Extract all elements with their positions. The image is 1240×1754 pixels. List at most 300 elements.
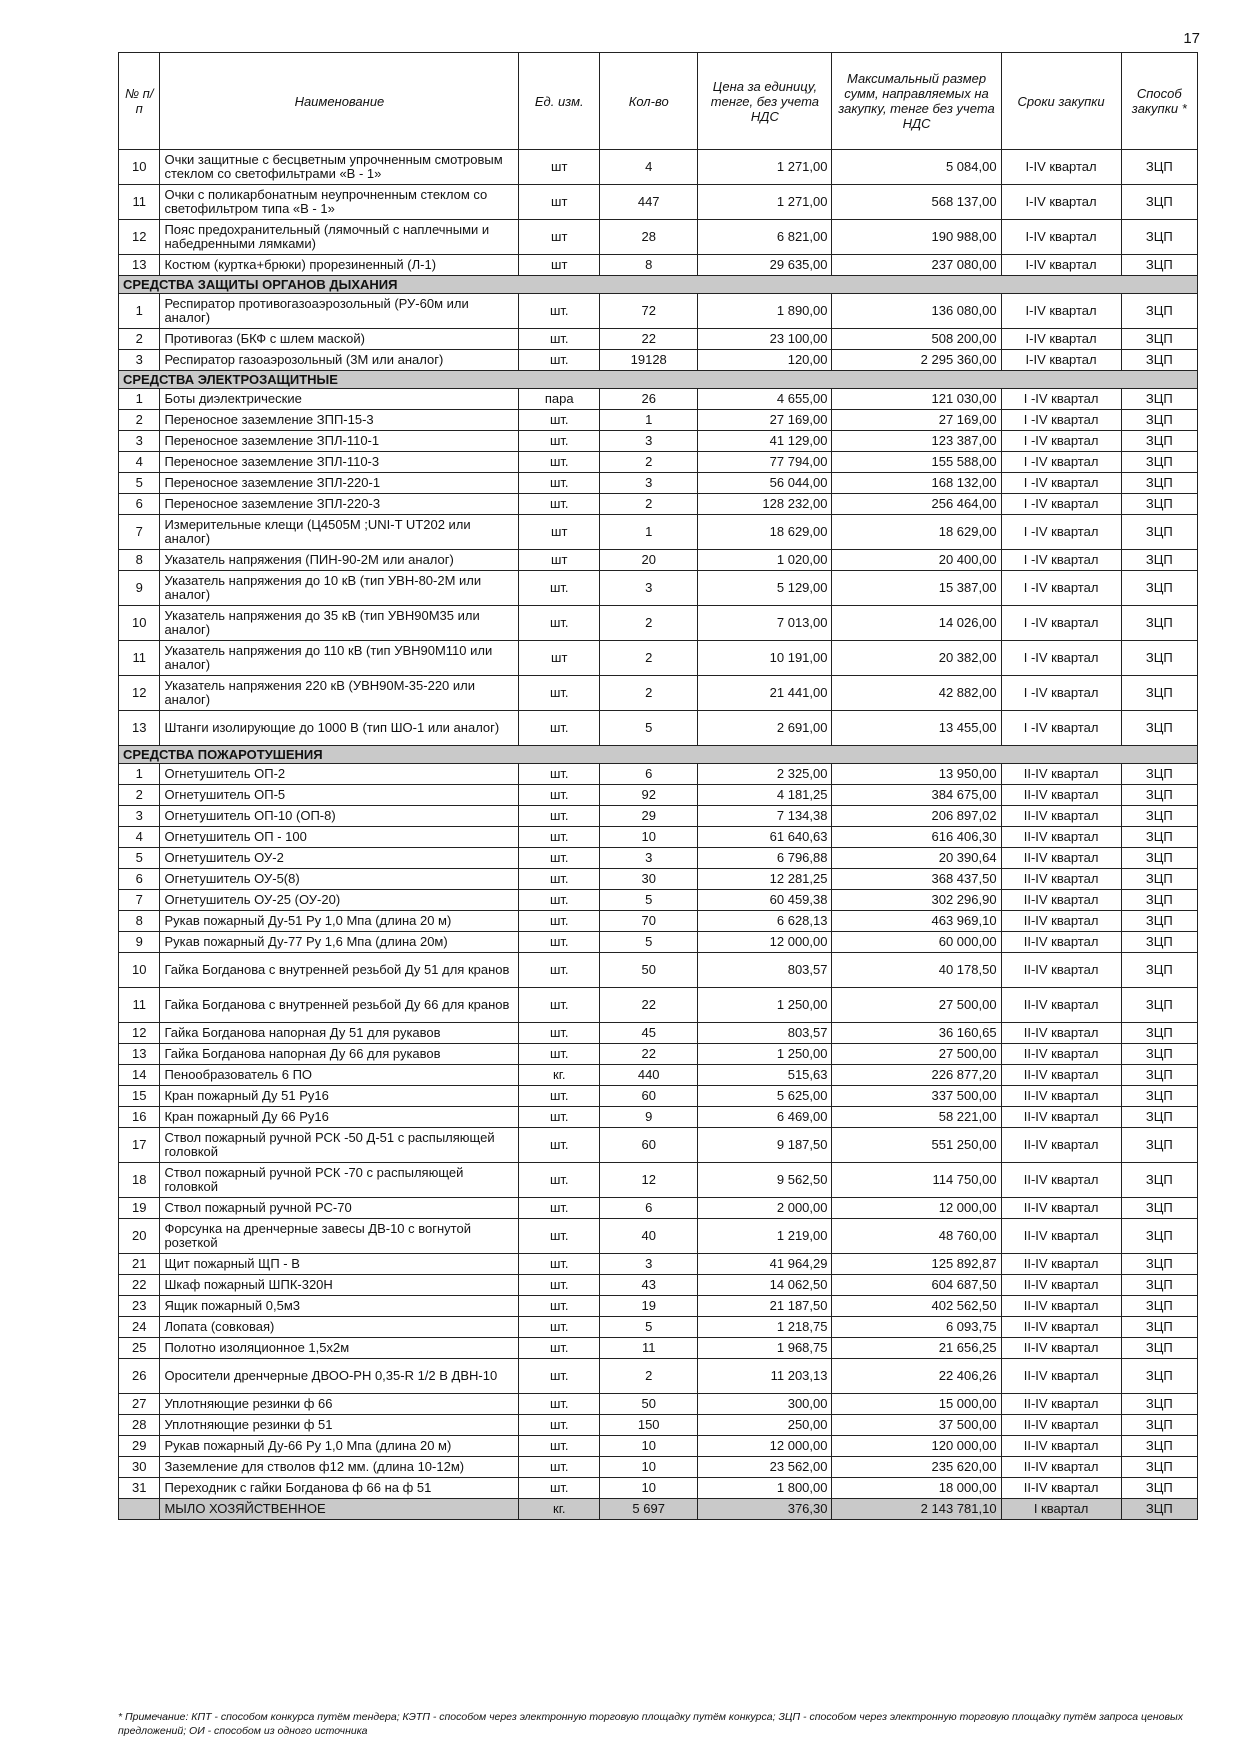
cell-sum: 60 000,00: [832, 932, 1001, 953]
cell-term: II-IV квартал: [1001, 1317, 1121, 1338]
table-row: [119, 1359, 1198, 1394]
cell-method: ЗЦП: [1121, 1086, 1197, 1107]
cell-price: 2 000,00: [698, 1198, 832, 1219]
cell-qty: 22: [600, 329, 698, 350]
cell-price: 21 441,00: [698, 676, 832, 711]
cell-name: Переносное заземление ЗПП-15-3: [160, 410, 519, 431]
section-header-row: [119, 276, 1198, 294]
cell-term: I -IV квартал: [1001, 452, 1121, 473]
cell-unit: шт: [519, 220, 600, 255]
cell-sum: 616 406,30: [832, 827, 1001, 848]
cell-term: II-IV квартал: [1001, 1478, 1121, 1499]
cell-method: ЗЦП: [1121, 1394, 1197, 1415]
cell-unit: шт.: [519, 431, 600, 452]
cell-price: 12 281,25: [698, 869, 832, 890]
cell-unit: пара: [519, 389, 600, 410]
cell-term: II-IV квартал: [1001, 1086, 1121, 1107]
header-name: Наименование: [160, 53, 519, 150]
table-row: [119, 410, 1198, 431]
cell-sum: 226 877,20: [832, 1065, 1001, 1086]
cell-price: 14 062,50: [698, 1275, 832, 1296]
cell-method: ЗЦП: [1121, 1275, 1197, 1296]
cell-qty: 5: [600, 932, 698, 953]
cell-unit: шт.: [519, 953, 600, 988]
cell-unit: шт: [519, 150, 600, 185]
cell-name: Огнетушитель ОУ-2: [160, 848, 519, 869]
header-qty: Кол-во: [600, 53, 698, 150]
cell-qty: 3: [600, 571, 698, 606]
table-row: [119, 806, 1198, 827]
cell-sum: 337 500,00: [832, 1086, 1001, 1107]
cell-term: I -IV квартал: [1001, 711, 1121, 746]
cell-unit: шт.: [519, 1254, 600, 1275]
cell-term: II-IV квартал: [1001, 1107, 1121, 1128]
table-row: [119, 785, 1198, 806]
cell-sum: 27 500,00: [832, 1044, 1001, 1065]
table-row: [119, 550, 1198, 571]
cell-qty: 50: [600, 953, 698, 988]
cell-qty: 30: [600, 869, 698, 890]
cell-method: ЗЦП: [1121, 1065, 1197, 1086]
cell-qty: 3: [600, 1254, 698, 1275]
cell-qty: 11: [600, 1338, 698, 1359]
cell-price: 11 203,13: [698, 1359, 832, 1394]
cell-name: Указатель напряжения до 35 кВ (тип УВН90М35 или аналог): [160, 606, 519, 641]
cell-qty: 5: [600, 711, 698, 746]
summary-row: [119, 1499, 1198, 1520]
cell-name: Рукав пожарный Ду-51 Ру 1,0 Мпа (длина 20 м): [160, 911, 519, 932]
cell-sum: 13 455,00: [832, 711, 1001, 746]
cell-qty: 1: [600, 410, 698, 431]
cell-num: 13: [119, 255, 160, 276]
table-row: [119, 389, 1198, 410]
cell-qty: 1: [600, 515, 698, 550]
cell-sum: 20 382,00: [832, 641, 1001, 676]
cell-term: II-IV квартал: [1001, 827, 1121, 848]
cell-unit: шт.: [519, 494, 600, 515]
cell-num: 6: [119, 869, 160, 890]
cell-term: II-IV квартал: [1001, 1436, 1121, 1457]
cell-sum: 2 143 781,10: [832, 1499, 1001, 1520]
cell-unit: шт.: [519, 473, 600, 494]
cell-sum: 12 000,00: [832, 1198, 1001, 1219]
cell-name: Гайка Богданова напорная Ду 66 для рукавов: [160, 1044, 519, 1065]
cell-term: I -IV квартал: [1001, 571, 1121, 606]
cell-sum: 121 030,00: [832, 389, 1001, 410]
table-row: [119, 1415, 1198, 1436]
cell-sum: 15 387,00: [832, 571, 1001, 606]
table-row: [119, 185, 1198, 220]
cell-price: 1 020,00: [698, 550, 832, 571]
cell-price: 1 250,00: [698, 988, 832, 1023]
cell-price: 128 232,00: [698, 494, 832, 515]
cell-price: 18 629,00: [698, 515, 832, 550]
cell-method: ЗЦП: [1121, 452, 1197, 473]
cell-unit: шт.: [519, 1478, 600, 1499]
cell-method: ЗЦП: [1121, 571, 1197, 606]
cell-sum: 551 250,00: [832, 1128, 1001, 1163]
table-row: [119, 220, 1198, 255]
cell-sum: 168 132,00: [832, 473, 1001, 494]
cell-method: ЗЦП: [1121, 764, 1197, 785]
cell-num: 29: [119, 1436, 160, 1457]
cell-unit: шт.: [519, 890, 600, 911]
table-row: [119, 932, 1198, 953]
cell-method: ЗЦП: [1121, 1128, 1197, 1163]
cell-term: II-IV квартал: [1001, 1128, 1121, 1163]
cell-qty: 3: [600, 473, 698, 494]
cell-unit: шт.: [519, 1023, 600, 1044]
cell-num: 7: [119, 515, 160, 550]
cell-unit: шт.: [519, 410, 600, 431]
cell-method: ЗЦП: [1121, 676, 1197, 711]
cell-unit: шт.: [519, 785, 600, 806]
cell-unit: шт.: [519, 1415, 600, 1436]
cell-price: 4 181,25: [698, 785, 832, 806]
cell-unit: шт.: [519, 1436, 600, 1457]
cell-name: Переносное заземление ЗПЛ-220-1: [160, 473, 519, 494]
cell-qty: 5: [600, 890, 698, 911]
cell-name: Полотно изоляционное 1,5х2м: [160, 1338, 519, 1359]
cell-method: ЗЦП: [1121, 988, 1197, 1023]
cell-unit: шт.: [519, 350, 600, 371]
table-row: [119, 294, 1198, 329]
cell-sum: 206 897,02: [832, 806, 1001, 827]
cell-name: Указатель напряжения до 110 кВ (тип УВН90М110 или аналог): [160, 641, 519, 676]
cell-sum: 508 200,00: [832, 329, 1001, 350]
cell-name: Боты диэлектрические: [160, 389, 519, 410]
cell-price: 1 968,75: [698, 1338, 832, 1359]
cell-term: II-IV квартал: [1001, 1359, 1121, 1394]
cell-unit: шт: [519, 641, 600, 676]
cell-price: 29 635,00: [698, 255, 832, 276]
cell-term: I -IV квартал: [1001, 494, 1121, 515]
cell-method: ЗЦП: [1121, 641, 1197, 676]
cell-method: ЗЦП: [1121, 848, 1197, 869]
cell-unit: шт: [519, 255, 600, 276]
cell-price: 1 218,75: [698, 1317, 832, 1338]
cell-unit: шт.: [519, 848, 600, 869]
cell-term: II-IV квартал: [1001, 1275, 1121, 1296]
cell-num: 26: [119, 1359, 160, 1394]
cell-term: II-IV квартал: [1001, 1023, 1121, 1044]
cell-price: 515,63: [698, 1065, 832, 1086]
cell-method: ЗЦП: [1121, 220, 1197, 255]
cell-price: 1 890,00: [698, 294, 832, 329]
cell-qty: 4: [600, 150, 698, 185]
cell-unit: шт.: [519, 1107, 600, 1128]
cell-method: ЗЦП: [1121, 294, 1197, 329]
cell-unit: шт.: [519, 806, 600, 827]
cell-sum: 20 400,00: [832, 550, 1001, 571]
cell-name: Пенообразователь 6 ПО: [160, 1065, 519, 1086]
cell-term: II-IV квартал: [1001, 785, 1121, 806]
cell-qty: 43: [600, 1275, 698, 1296]
cell-term: I -IV квартал: [1001, 410, 1121, 431]
cell-qty: 440: [600, 1065, 698, 1086]
cell-price: 61 640,63: [698, 827, 832, 848]
cell-qty: 40: [600, 1219, 698, 1254]
cell-num: 4: [119, 827, 160, 848]
cell-unit: шт.: [519, 1275, 600, 1296]
cell-price: 6 469,00: [698, 1107, 832, 1128]
cell-method: ЗЦП: [1121, 1415, 1197, 1436]
cell-name: Гайка Богданова с внутренней резьбой Ду 51 для кранов: [160, 953, 519, 988]
cell-method: ЗЦП: [1121, 806, 1197, 827]
table-row: [119, 1065, 1198, 1086]
table-row: [119, 1086, 1198, 1107]
cell-price: 77 794,00: [698, 452, 832, 473]
cell-num: 16: [119, 1107, 160, 1128]
cell-unit: шт.: [519, 1317, 600, 1338]
cell-num: 30: [119, 1457, 160, 1478]
header-num: № п/п: [119, 53, 160, 150]
cell-sum: 114 750,00: [832, 1163, 1001, 1198]
table-body: [119, 150, 1198, 1520]
cell-method: ЗЦП: [1121, 1478, 1197, 1499]
cell-method: ЗЦП: [1121, 1317, 1197, 1338]
cell-term: II-IV квартал: [1001, 911, 1121, 932]
cell-name: Переносное заземление ЗПЛ-110-1: [160, 431, 519, 452]
cell-unit: шт: [519, 515, 600, 550]
cell-price: 10 191,00: [698, 641, 832, 676]
cell-unit: шт.: [519, 676, 600, 711]
cell-method: ЗЦП: [1121, 1023, 1197, 1044]
cell-sum: 20 390,64: [832, 848, 1001, 869]
cell-term: I квартал: [1001, 1499, 1121, 1520]
cell-qty: 5 697: [600, 1499, 698, 1520]
table-row: [119, 494, 1198, 515]
cell-num: 31: [119, 1478, 160, 1499]
cell-qty: 10: [600, 1478, 698, 1499]
cell-term: I -IV квартал: [1001, 515, 1121, 550]
table-row: [119, 1338, 1198, 1359]
cell-method: ЗЦП: [1121, 1219, 1197, 1254]
cell-name: Кран пожарный Ду 66 Ру16: [160, 1107, 519, 1128]
cell-num: [119, 1499, 160, 1520]
cell-method: ЗЦП: [1121, 785, 1197, 806]
cell-num: 23: [119, 1296, 160, 1317]
cell-qty: 60: [600, 1086, 698, 1107]
cell-term: II-IV квартал: [1001, 1219, 1121, 1254]
cell-price: 1 219,00: [698, 1219, 832, 1254]
table-row: [119, 676, 1198, 711]
cell-sum: 237 080,00: [832, 255, 1001, 276]
cell-sum: 15 000,00: [832, 1394, 1001, 1415]
cell-num: 10: [119, 953, 160, 988]
cell-num: 8: [119, 911, 160, 932]
cell-qty: 45: [600, 1023, 698, 1044]
cell-method: ЗЦП: [1121, 550, 1197, 571]
cell-method: ЗЦП: [1121, 150, 1197, 185]
cell-qty: 12: [600, 1163, 698, 1198]
cell-unit: шт.: [519, 1338, 600, 1359]
table-row: [119, 473, 1198, 494]
cell-unit: шт.: [519, 932, 600, 953]
cell-price: 12 000,00: [698, 932, 832, 953]
cell-sum: 18 000,00: [832, 1478, 1001, 1499]
table-row: [119, 1394, 1198, 1415]
cell-name: Рукав пожарный Ду-77 Ру 1,6 Мпа (длина 20м): [160, 932, 519, 953]
cell-name: Огнетушитель ОП-5: [160, 785, 519, 806]
cell-qty: 6: [600, 764, 698, 785]
cell-sum: 155 588,00: [832, 452, 1001, 473]
cell-name: Огнетушитель ОУ-5(8): [160, 869, 519, 890]
cell-qty: 2: [600, 494, 698, 515]
cell-num: 27: [119, 1394, 160, 1415]
cell-qty: 10: [600, 827, 698, 848]
cell-unit: кг.: [519, 1065, 600, 1086]
cell-unit: кг.: [519, 1499, 600, 1520]
cell-name: Ствол пожарный ручной РС-70: [160, 1198, 519, 1219]
cell-unit: шт.: [519, 1359, 600, 1394]
cell-num: 20: [119, 1219, 160, 1254]
cell-num: 12: [119, 676, 160, 711]
cell-num: 14: [119, 1065, 160, 1086]
cell-term: II-IV квартал: [1001, 890, 1121, 911]
cell-num: 22: [119, 1275, 160, 1296]
cell-qty: 28: [600, 220, 698, 255]
cell-num: 13: [119, 711, 160, 746]
table-row: [119, 1198, 1198, 1219]
table-row: [119, 711, 1198, 746]
cell-num: 13: [119, 1044, 160, 1065]
cell-qty: 10: [600, 1436, 698, 1457]
cell-sum: 368 437,50: [832, 869, 1001, 890]
cell-term: II-IV квартал: [1001, 1254, 1121, 1275]
section-title: СРЕДСТВА ПОЖАРОТУШЕНИЯ: [119, 746, 1198, 764]
table-row: [119, 641, 1198, 676]
cell-name: Указатель напряжения до 10 кВ (тип УВН-80-2М или аналог): [160, 571, 519, 606]
cell-qty: 6: [600, 1198, 698, 1219]
cell-price: 6 796,88: [698, 848, 832, 869]
cell-unit: шт.: [519, 1044, 600, 1065]
cell-method: ЗЦП: [1121, 350, 1197, 371]
cell-num: 1: [119, 389, 160, 410]
cell-sum: 22 406,26: [832, 1359, 1001, 1394]
table-row: [119, 953, 1198, 988]
cell-method: ЗЦП: [1121, 389, 1197, 410]
cell-sum: 235 620,00: [832, 1457, 1001, 1478]
cell-name: Переносное заземление ЗПЛ-220-3: [160, 494, 519, 515]
cell-price: 27 169,00: [698, 410, 832, 431]
cell-term: I -IV квартал: [1001, 606, 1121, 641]
cell-sum: 37 500,00: [832, 1415, 1001, 1436]
cell-method: ЗЦП: [1121, 1338, 1197, 1359]
cell-method: ЗЦП: [1121, 711, 1197, 746]
cell-price: 21 187,50: [698, 1296, 832, 1317]
cell-term: II-IV квартал: [1001, 1065, 1121, 1086]
cell-method: ЗЦП: [1121, 932, 1197, 953]
cell-sum: 463 969,10: [832, 911, 1001, 932]
cell-price: 2 691,00: [698, 711, 832, 746]
cell-price: 1 271,00: [698, 150, 832, 185]
cell-term: II-IV квартал: [1001, 848, 1121, 869]
cell-method: ЗЦП: [1121, 329, 1197, 350]
cell-qty: 10: [600, 1457, 698, 1478]
cell-num: 18: [119, 1163, 160, 1198]
cell-name: Щит пожарный ЩП - В: [160, 1254, 519, 1275]
cell-price: 6 821,00: [698, 220, 832, 255]
cell-term: II-IV квартал: [1001, 1296, 1121, 1317]
cell-num: 5: [119, 473, 160, 494]
table-row: [119, 350, 1198, 371]
cell-sum: 27 169,00: [832, 410, 1001, 431]
cell-price: 376,30: [698, 1499, 832, 1520]
procurement-table: [118, 52, 1198, 1520]
cell-qty: 22: [600, 1044, 698, 1065]
cell-num: 6: [119, 494, 160, 515]
cell-qty: 19128: [600, 350, 698, 371]
cell-name: Огнетушитель ОП-10 (ОП-8): [160, 806, 519, 827]
table-row: [119, 827, 1198, 848]
cell-qty: 8: [600, 255, 698, 276]
cell-name: Переносное заземление ЗПЛ-110-3: [160, 452, 519, 473]
cell-price: 5 129,00: [698, 571, 832, 606]
cell-num: 3: [119, 806, 160, 827]
cell-term: II-IV квартал: [1001, 806, 1121, 827]
cell-term: II-IV квартал: [1001, 953, 1121, 988]
table-row: [119, 1254, 1198, 1275]
cell-name: Очки с поликарбонатным неупрочненным стеклом со светофильтром типа «В - 1»: [160, 185, 519, 220]
cell-term: I -IV квартал: [1001, 473, 1121, 494]
table-row: [119, 452, 1198, 473]
cell-price: 56 044,00: [698, 473, 832, 494]
cell-method: ЗЦП: [1121, 1499, 1197, 1520]
cell-unit: шт.: [519, 827, 600, 848]
cell-name: Уплотняющие резинки ф 51: [160, 1415, 519, 1436]
cell-price: 2 325,00: [698, 764, 832, 785]
cell-price: 23 562,00: [698, 1457, 832, 1478]
cell-term: I -IV квартал: [1001, 389, 1121, 410]
cell-term: II-IV квартал: [1001, 764, 1121, 785]
cell-term: I-IV квартал: [1001, 255, 1121, 276]
header-method: Способ закупки *: [1121, 53, 1197, 150]
header-term: Сроки закупки: [1001, 53, 1121, 150]
cell-qty: 2: [600, 1359, 698, 1394]
cell-method: ЗЦП: [1121, 869, 1197, 890]
cell-price: 803,57: [698, 953, 832, 988]
cell-num: 3: [119, 350, 160, 371]
cell-qty: 2: [600, 641, 698, 676]
cell-sum: 568 137,00: [832, 185, 1001, 220]
cell-name: Уплотняющие резинки ф 66: [160, 1394, 519, 1415]
cell-num: 2: [119, 329, 160, 350]
cell-name: Респиратор противогазоаэрозольный (РУ-60м или аналог): [160, 294, 519, 329]
cell-unit: шт.: [519, 1128, 600, 1163]
table-row: [119, 255, 1198, 276]
cell-qty: 20: [600, 550, 698, 571]
cell-sum: 13 950,00: [832, 764, 1001, 785]
cell-qty: 9: [600, 1107, 698, 1128]
cell-name: Измерительные клещи (Ц4505М ;UNI-T UT202 или аналог): [160, 515, 519, 550]
cell-price: 250,00: [698, 1415, 832, 1436]
cell-unit: шт.: [519, 1457, 600, 1478]
cell-price: 803,57: [698, 1023, 832, 1044]
cell-num: 15: [119, 1086, 160, 1107]
cell-price: 300,00: [698, 1394, 832, 1415]
footnote: * Примечание: КПТ - способом конкурса путём тендера; КЭТП - способом через электронную торговую площадку путём конкурса; ЗЦП - способом через электронную торговую площадку путём запроса ценовых предложений; ОИ - способом из одного источника: [118, 1711, 1183, 1737]
cell-method: ЗЦП: [1121, 1163, 1197, 1198]
cell-num: 7: [119, 890, 160, 911]
cell-num: 17: [119, 1128, 160, 1163]
cell-num: 1: [119, 764, 160, 785]
cell-unit: шт.: [519, 1163, 600, 1198]
cell-name: Указатель напряжения (ПИН-90-2М или аналог): [160, 550, 519, 571]
table-row: [119, 869, 1198, 890]
cell-qty: 60: [600, 1128, 698, 1163]
cell-sum: 5 084,00: [832, 150, 1001, 185]
